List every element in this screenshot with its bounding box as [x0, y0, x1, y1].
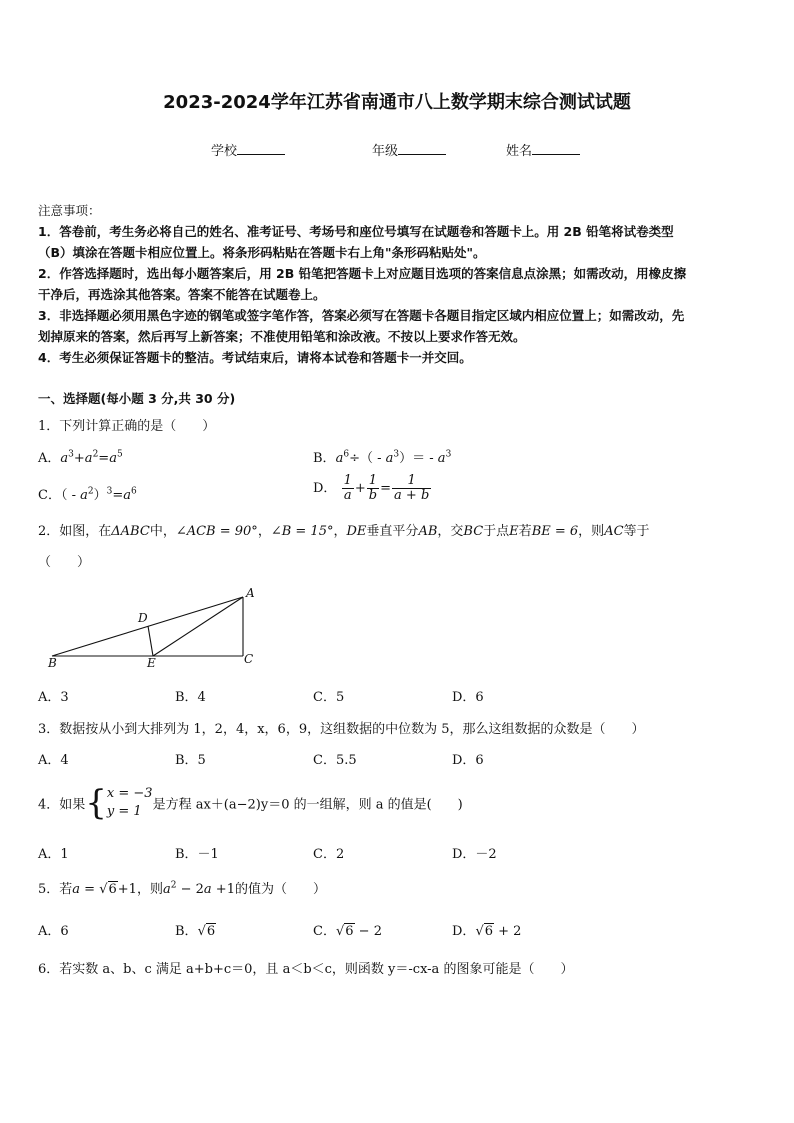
q1-option-c: C．（ - $a^2)^3=a^6$: [38, 486, 137, 503]
page-title: 2023-2024学年江苏省南通市八上数学期末综合测试试题: [163, 92, 631, 113]
grade-label: 年级: [372, 144, 399, 159]
label-e: E: [147, 656, 156, 670]
q5-option-a: A．6: [38, 924, 69, 939]
notice-line: 1．答卷前，考生务必将自己的姓名、准考证号、考场号和座位号填写在试题卷和答题卡上。用 2B 铅笔将试卷类型: [38, 224, 674, 239]
label-a: A: [246, 586, 255, 600]
q5-option-b: B．√6: [175, 924, 216, 939]
school-label: 学校: [211, 144, 238, 159]
q2-option-b: B．4: [175, 690, 206, 705]
grade-field: [372, 140, 446, 159]
q2-paren: （ ）: [38, 555, 91, 570]
q6-stem: 6．若实数 a、b、c 满足 a+b+c＝0，且 a＜b＜c，则函数 y＝-cx-a 的图象可能是（ ）: [38, 962, 574, 977]
q4-option-b: B．－1: [175, 847, 219, 862]
notice-line: 干净后，再选涂其他答案。答案不能答在试题卷上。: [38, 287, 326, 302]
name-blank: [532, 142, 580, 155]
label-b: B: [48, 656, 57, 670]
q2-option-d: D．6: [452, 690, 484, 705]
q1-option-d: D． $\frac{1}{a}$ + $\frac{1}{b}$ = $\frac{1}{a + b}$: [313, 473, 430, 503]
segment-ea: [153, 597, 243, 656]
grade-blank: [398, 142, 446, 155]
q3-option-a: A．4: [38, 753, 69, 768]
notice-heading: 注意事项：: [38, 203, 101, 218]
q1-stem: 1．下列计算正确的是（ ）: [38, 419, 216, 434]
q4-stem: 4．如果{ x = −3 y = 1 是方程 ax＋(a−2)y＝0 的一组解，则 a 的值是( ): [38, 783, 463, 823]
q3-option-d: D．6: [452, 753, 484, 768]
notice-line: 3．非选择题必须用黑色字迹的钢笔或签字笔作答，答案必须写在答题卡各题目指定区域内相应位置上；如需改动，先: [38, 308, 685, 323]
q1-option-a: A．$a^3+a^2=a^5$: [38, 449, 123, 466]
q4-option-c: C．2: [313, 847, 345, 862]
q5-option-c: C．√6 − 2: [313, 924, 382, 939]
q1-option-b: B．$a^6\div( - a^3)= - a^3$: [313, 449, 452, 466]
q2-stem: 2．如图，在ΔABC中，∠ACB = 90°，∠B = 15°，DE垂直平分AB，交BC于点E若BE = 6，则AC等于: [38, 524, 650, 539]
section-heading: 一、选择题(每小题 3 分,共 30 分): [38, 391, 236, 406]
segment-ba: [52, 597, 243, 656]
notice-line: 2．作答选择题时，选出每小题答案后，用 2B 铅笔把答题卡上对应题目选项的答案信息点涂黑；如需改动，用橡皮擦: [38, 266, 687, 281]
notice-line: （B）填涂在答题卡相应位置上。将条形码粘贴在答题卡右上角"条形码粘贴处"。: [38, 245, 486, 260]
school-blank: [237, 142, 285, 155]
notice-line: 4．考生必须保证答题卡的整洁。考试结束后，请将本试卷和答题卡一并交回。: [38, 350, 472, 365]
name-label: 姓名: [506, 144, 533, 159]
q2-option-a: A．3: [38, 690, 69, 705]
q3-option-b: B．5: [175, 753, 206, 768]
q3-stem: 3．数据按从小到大排列为 1，2，4，x，6，9，这组数据的中位数为 5，那么这组数据的众数是（ ）: [38, 722, 645, 737]
label-d: D: [138, 611, 148, 625]
name-field: [506, 140, 580, 159]
q4-option-d: D．－2: [452, 847, 497, 862]
q2-figure: [40, 585, 270, 670]
q4-option-a: A．1: [38, 847, 69, 862]
notice-line: 划掉原来的答案，然后再写上新答案；不准使用铅笔和涂改液。不按以上要求作答无效。: [38, 329, 526, 344]
label-c: C: [244, 652, 254, 666]
q5-option-d: D．√6 + 2: [452, 924, 522, 939]
q5-stem: 5．若a = √6+1，则$a^2 - 2a +1$的值为（ ）: [38, 880, 326, 897]
school-field: [211, 140, 285, 159]
segment-de: [148, 626, 153, 656]
q2-option-c: C．5: [313, 690, 345, 705]
q3-option-c: C．5.5: [313, 753, 357, 768]
